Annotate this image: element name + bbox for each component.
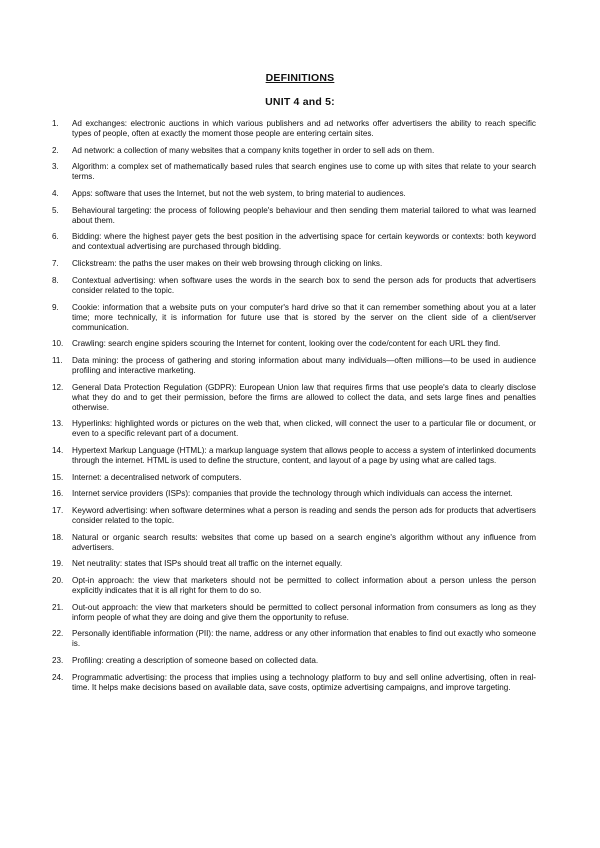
definition-number: 16. bbox=[52, 489, 64, 499]
definition-number: 6. bbox=[52, 232, 59, 242]
definition-text: Natural or organic search results: websites that come up based on a search engine's algorithm without any influence from advertisers. bbox=[72, 532, 536, 552]
page-subtitle: UNIT 4 and 5: bbox=[265, 96, 335, 108]
definition-item bbox=[52, 232, 536, 252]
definition-text: Out-out approach: the view that marketers should be permitted to collect personal information from consumers as long as they inform people of what they are doing and give them the opportunity to refuse. bbox=[72, 602, 536, 622]
definition-item bbox=[52, 629, 536, 649]
definition-number: 4. bbox=[52, 189, 59, 199]
definition-number: 18. bbox=[52, 532, 64, 542]
definition-number: 12. bbox=[52, 382, 64, 392]
definition-item bbox=[52, 673, 536, 693]
definition-item bbox=[52, 276, 536, 296]
definition-number: 5. bbox=[52, 205, 59, 215]
definition-number: 8. bbox=[52, 275, 59, 285]
definition-number: 2. bbox=[52, 145, 59, 155]
definition-item bbox=[52, 533, 536, 553]
definition-text: Personally identifiable information (PII): the name, address or any other information that enables to find out exactly who someone is. bbox=[72, 629, 536, 649]
definition-item bbox=[52, 189, 536, 199]
definition-text: Ad network: a collection of many websites that a company knits together in order to sell ads on them. bbox=[72, 145, 435, 155]
definition-text: Hypertext Markup Language (HTML): a markup language system that allows people to access a system of interlinked documents through the internet. HTML is used to define the structure, content, and layout of a page by using what are called tags. bbox=[72, 445, 536, 465]
definition-item bbox=[52, 506, 536, 526]
definition-number: 21. bbox=[52, 602, 64, 612]
definition-text: Algorithm: a complex set of mathematically based rules that search engines use to come up with sites that relate to your search terms. bbox=[72, 162, 536, 182]
definition-item bbox=[52, 206, 536, 226]
definition-item bbox=[52, 489, 536, 499]
definition-number: 13. bbox=[52, 419, 64, 429]
definition-item bbox=[52, 576, 536, 596]
definition-text: General Data Protection Regulation (GDPR): European Union law that requires firms that use people's data to clearly disclose what they do and to get their permission, before the firms are allowed to collect the data, and sets large fines and penalties otherwise. bbox=[72, 382, 536, 412]
definition-item bbox=[52, 259, 536, 269]
definition-number: 9. bbox=[52, 302, 59, 312]
definition-number: 19. bbox=[52, 559, 64, 569]
definition-item bbox=[52, 339, 536, 349]
definition-text: Keyword advertising: when software determines what a person is reading and sends the person ads for products that advertisers consider related to the topic. bbox=[72, 506, 536, 525]
definition-text: Apps: software that uses the Internet, but not the web system, to bring material to audiences. bbox=[72, 189, 406, 199]
definition-number: 23. bbox=[52, 656, 64, 666]
definition-item bbox=[52, 656, 536, 666]
definition-text: Bidding: where the highest payer gets the best position in the advertising space for certain keywords or contexts: both keyword and contextual advertising are purchased through bidding. bbox=[72, 232, 536, 252]
definition-number: 10. bbox=[52, 339, 64, 349]
definition-number: 17. bbox=[52, 506, 64, 515]
definition-number: 14. bbox=[52, 445, 64, 455]
page-title: DEFINITIONS bbox=[265, 72, 335, 84]
definition-text: Internet service providers (ISPs): companies that provide the technology through which individuals can access the internet. bbox=[72, 489, 513, 499]
definition-item bbox=[52, 356, 536, 376]
definition-number: 7. bbox=[52, 259, 59, 269]
definition-number: 22. bbox=[52, 629, 64, 639]
definition-number: 11. bbox=[52, 355, 63, 365]
definition-number: 15. bbox=[52, 472, 64, 482]
definition-text: Ad exchanges: electronic auctions in which various publishers and ad networks offer advertisers the ability to reach specific types of people, often at exactly the moment those people are entering certain sites. bbox=[72, 119, 536, 138]
definition-text: Internet: a decentralised network of computers. bbox=[72, 472, 242, 482]
definition-number: 24. bbox=[52, 672, 64, 682]
definition-number: 3. bbox=[52, 162, 59, 172]
definition-item bbox=[52, 473, 536, 483]
definition-text: Cookie: information that a website puts on your computer's hard drive so that it can remember something about you at a later time; more technically, it is information for future use that is stored by the server on the client side of a client/server communication. bbox=[72, 302, 536, 332]
definition-number: 20. bbox=[52, 576, 64, 586]
definition-item bbox=[52, 446, 536, 466]
definition-item bbox=[52, 119, 536, 139]
definition-item bbox=[52, 303, 536, 333]
definition-text: Behavioural targeting: the process of following people's behaviour and then sending them material tailored to what was learned about them. bbox=[72, 205, 536, 225]
definition-text: Net neutrality: states that ISPs should treat all traffic on the internet equally. bbox=[72, 559, 343, 569]
definition-text: Profiling: creating a description of someone based on collected data. bbox=[72, 656, 319, 666]
definition-item bbox=[52, 603, 536, 623]
definition-number: 1. bbox=[52, 119, 59, 128]
definition-text: Programmatic advertising: the process that implies using a technology platform to buy and sell online advertising, often in real-time. It helps make decisions based on available data, save costs, optimize advertising campaigns, and improve targeting. bbox=[72, 672, 536, 692]
definition-text: Contextual advertising: when software uses the words in the search box to send the person ads for products that advertisers consider related to the topic. bbox=[72, 275, 536, 295]
definition-text: Clickstream: the paths the user makes on their web browsing through clicking on links. bbox=[72, 259, 383, 269]
definition-text: Crawling: search engine spiders scouring the Internet for content, looking over the code/content for each URL they find. bbox=[72, 339, 501, 349]
definition-text: Opt-in approach: the view that marketers should not be permitted to collect information about a person unless the person explicitly indicates that it is all right for them to do so. bbox=[72, 576, 536, 596]
definitions-list bbox=[52, 119, 536, 700]
definition-item bbox=[52, 419, 536, 439]
definition-text: Hyperlinks: highlighted words or pictures on the web that, when clicked, will connect the user to a particular file or document, or even to a specific relevant part of a document. bbox=[72, 419, 536, 439]
definition-item bbox=[52, 162, 536, 182]
definition-item bbox=[52, 383, 536, 413]
definition-text: Data mining: the process of gathering and storing information about many individuals—often millions—to be used in audience profiling and interactive marketing. bbox=[72, 355, 536, 375]
definition-item bbox=[52, 146, 536, 156]
definition-item bbox=[52, 559, 536, 569]
